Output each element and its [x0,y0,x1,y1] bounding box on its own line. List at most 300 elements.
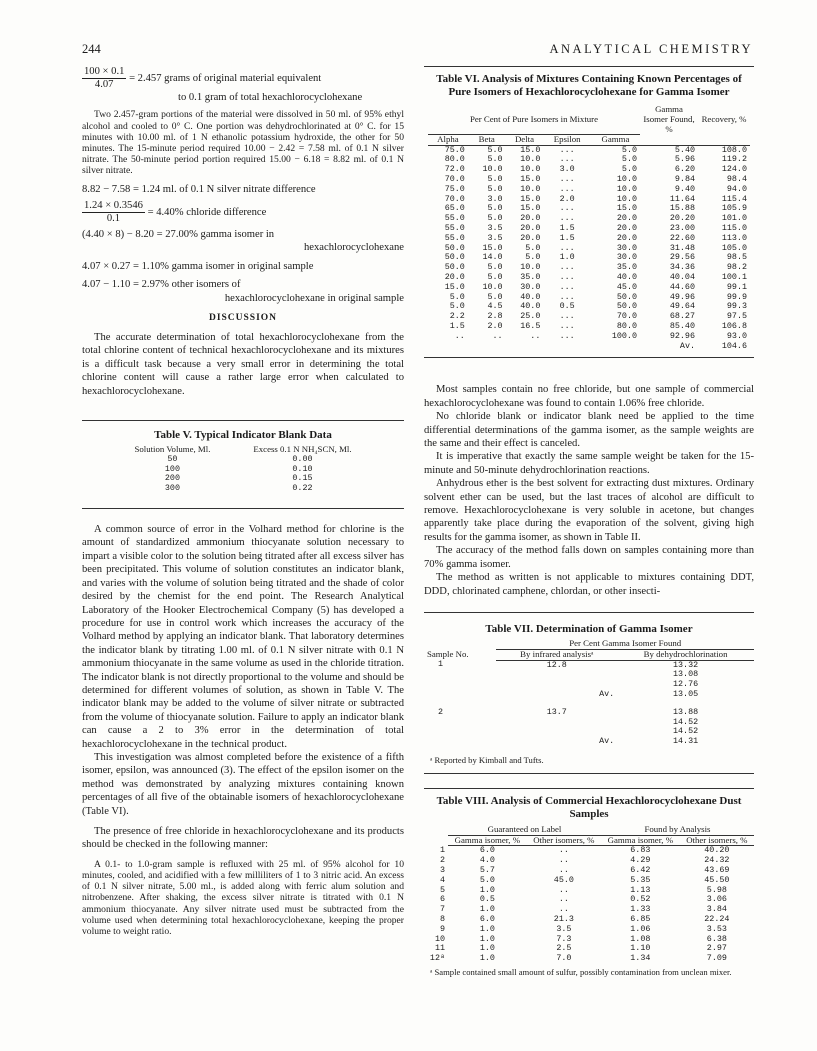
table-cell: 75.0 [444,144,465,155]
table-cell: 99.1 [726,281,747,292]
table-row [428,293,750,303]
table-vii-col-ir: By infrared analysisᵃ [496,649,617,660]
table-cell: 1.5 [449,321,465,332]
eq3-result: = 4.40% chloride difference [147,206,267,218]
table-row [428,175,750,185]
table-cell: 12.76 [673,679,699,690]
table-row [428,263,750,273]
table-cell: 2.2 [449,311,465,322]
table-row [424,895,754,905]
table-cell: 6.83 [630,845,651,856]
table-cell: 98.4 [726,174,747,185]
paragraph-procedure: Two 2.457-gram portions of the material were dissolved in 50 ml. of 95% ethyl alcohol and cooled to 0° C. One portion was dehydrochlorinated at 0° C. for 15 minutes with 10.00 ml. of 1 N ethanolic potassium hydroxide, the other for 50 minutes. The 15-minute period required 10.00 − 2.42 = 7.58 ml. of 0.1 N silver nitrate. The 50-minute period portion required 15.00 − 6.18 = 8.82 ml. of 0.1 N silver nitrate. [82,109,404,177]
table-cell: 9.40 [674,183,695,194]
table-cell: .. [558,904,569,915]
table-cell: 200 [164,473,180,484]
table-cell: 99.3 [726,301,747,312]
table-cell: 6.0 [479,845,495,856]
table-cell: ... [559,291,575,302]
table-cell: ... [559,272,575,283]
table-row [428,234,750,244]
table-cell: 1.0 [479,933,495,944]
equation-gamma: (4.40 × 8) − 8.20 = 27.00% gamma isomer in [82,229,275,241]
table-cell: 55.0 [444,223,465,234]
table-cell: 70.0 [444,193,465,204]
table-cell: 50.0 [444,242,465,253]
table-cell: 7.3 [556,933,572,944]
table-row [428,253,750,263]
table-cell: 5.0 [621,154,637,165]
table-cell: 100 [164,463,180,474]
table-cell: 10 [434,933,445,944]
table-cell: 22.24 [704,914,730,925]
table-rule [424,66,754,67]
table-cell: 40.0 [520,291,541,302]
table-cell: 10.0 [482,164,503,175]
table-cell: 5.0 [487,154,503,165]
table-cell: 15.0 [616,203,637,214]
table-cell: 65.0 [444,203,465,214]
table-cell: 50.0 [444,252,465,263]
table-cell: 6.20 [674,164,695,175]
table-row [428,195,750,205]
table-cell: 4.29 [630,855,651,866]
table-cell: Av. [599,736,615,747]
table-cell: 105.0 [721,242,747,253]
table-row [428,283,750,293]
table-cell: 10.0 [616,193,637,204]
table-cell: 8 [439,914,445,925]
equation-gamma-original: 4.07 × 0.27 = 1.10% gamma isomer in original sample [82,260,314,272]
table-cell: ... [559,203,575,214]
table-cell: 3.84 [706,904,727,915]
table-cell: 20.20 [669,213,695,224]
table-cell: 7.09 [706,953,727,964]
table-cell: ... [559,213,575,224]
table-row [428,214,750,224]
table-cell: 10.0 [616,174,637,185]
table-cell: 0.5 [559,301,575,312]
table-cell: 3.5 [487,232,503,243]
table-cell: 75.0 [444,183,465,194]
table-viii-group-label: Guaranteed on Label [448,825,601,835]
table-cell: 1.5 [559,223,575,234]
table-cell: 40.0 [520,301,541,312]
table-cell: .. [530,330,541,341]
table-cell: .. [558,865,569,876]
table-cell: 13.32 [673,659,699,670]
table-cell: 3 [439,865,445,876]
page-number: 244 [82,42,101,56]
table-row [428,244,750,254]
table-cell: ... [559,281,575,292]
table-row [424,876,754,886]
table-cell: 72.0 [444,164,465,175]
table-cell: ... [559,330,575,341]
table-cell: 5.0 [487,213,503,224]
table-cell: ... [559,311,575,322]
table-cell: ... [559,183,575,194]
table-cell: 15.88 [669,203,695,214]
eq1-continuation: to 0.1 gram of total hexachlorocyclohexane [178,92,363,103]
table-row [424,935,754,945]
table-viii [424,795,754,977]
table-cell: 20.0 [616,232,637,243]
table-cell: .. [454,330,465,341]
table-cell: 50.0 [616,291,637,302]
table-cell: 3.5 [556,923,572,934]
table-cell: 20.0 [520,223,541,234]
table-row [428,273,750,283]
table-cell: 101.0 [721,213,747,224]
table-vii-footnote: ᵃ Reported by Kimball and Tufts. [430,754,544,765]
table-cell: 35.0 [616,262,637,273]
paragraph-accuracy: The accuracy of the method falls down on samples containing more than 70% gamma isomer. [424,545,754,570]
table-cell: 7 [439,904,445,915]
table-cell: 5.35 [630,874,651,885]
table-cell: 0.22 [292,483,313,494]
paragraph-free-chloride: The presence of free chloride in hexachlorocyclohexane and its products should be checked in the following manner: [82,826,404,851]
table-rule [424,788,754,789]
table-cell: .. [558,894,569,905]
paragraph-discussion: The accurate determination of total hexachlorocyclohexane from the total chlorine content of technical hexachlorocyclohexane and its mixtures is a difficult task because a very small error in determining the total chlorine content will cause a rather large error when calculated to hexachlorocyclohexane. [82,332,404,397]
journal-title: ANALYTICAL CHEMISTRY [549,42,753,56]
table-viii-h-gamma: Gamma isomer, % [448,835,527,846]
table-cell: .. [558,855,569,866]
table-cell: 10.0 [520,183,541,194]
table-row [424,886,754,896]
table-cell: 106.8 [721,321,747,332]
table-cell: 20.0 [616,223,637,234]
table-cell: 5.7 [479,865,495,876]
table-cell: 6.0 [479,914,495,925]
table-cell: 5.0 [487,183,503,194]
equation-other-isomers-cont: hexachlorocyclohexane in original sample [224,292,404,304]
table-cell: 3.5 [487,223,503,234]
equation-gamma-cont: hexachlorocyclohexane [304,242,404,254]
table-cell: ... [559,242,575,253]
table-cell: 5.0 [525,242,541,253]
table-row [428,224,750,234]
table-cell: 100.1 [721,272,747,283]
table-row [428,204,750,214]
table-row [428,155,750,165]
table-cell: 45.0 [553,874,574,885]
table-cell: 3.06 [706,894,727,905]
table-cell: 5 [439,884,445,895]
left-column [82,66,404,937]
table-cell: 5.0 [525,252,541,263]
table-cell: 80.0 [444,154,465,165]
table-cell: 13.05 [673,688,699,699]
table-row [428,302,750,312]
table-cell: 99.9 [726,291,747,302]
table-v-col1: Solution Volume, Ml. [134,444,211,455]
table-cell: 70.0 [444,174,465,185]
table-cell: 49.64 [669,301,695,312]
table-cell: 1.13 [630,884,651,895]
table-cell: ... [559,262,575,273]
table-vi-col-header: Delta [514,133,534,144]
table-viii-group-analysis: Found by Analysis [601,825,754,835]
table-vi-recovery-header: Recovery, % [701,113,747,124]
table-cell: 29.56 [669,252,695,263]
table-cell: 119.2 [721,154,747,165]
table-cell: Av. [599,688,615,699]
table-cell: 5.0 [621,164,637,175]
table-cell: 50.0 [444,262,465,273]
table-cell: 5.0 [487,144,503,155]
table-cell: 5.0 [621,144,637,155]
table-viii-h-other-found: Other isomers, % [680,835,754,846]
table-cell: ... [559,154,575,165]
right-column [424,66,754,977]
table-cell: 94.0 [726,183,747,194]
table-vii-col-dh: By dehydrochlorination [617,649,754,660]
table-cell: 5.40 [674,144,695,155]
table-cell: 30.0 [616,242,637,253]
table-cell: 14.0 [482,252,503,263]
table-cell: 13.7 [546,706,567,717]
table-vii-title: Table VII. Determination of Gamma Isomer [485,622,693,635]
table-cell: 0.15 [292,473,313,484]
eq1-numerator: 100 × 0.1 [84,66,125,77]
table-cell: 108.0 [721,144,747,155]
table-row [424,915,754,925]
table-cell: 12ᵃ [429,953,445,964]
table-vi-group-header: Per Cent of Pure Isomers in Mixture [428,105,640,134]
table-cell: 0.00 [292,453,313,464]
table-cell: 40.0 [616,272,637,283]
equation-chloride [82,200,404,225]
table-cell: 300 [164,483,180,494]
table-cell: 14.52 [673,726,699,737]
table-cell: 16.5 [520,321,541,332]
table-cell: .. [492,330,503,341]
table-viii-h-other: Other isomers, % [527,835,601,846]
table-cell: 15.0 [444,281,465,292]
equation-sample-weight [82,66,404,104]
table-cell: 4 [439,874,445,885]
table-cell: 1.0 [479,923,495,934]
table-cell: 1.06 [630,923,651,934]
table-cell: 2.5 [556,943,572,954]
table-cell: 20.0 [444,272,465,283]
table-cell: 24.32 [704,855,730,866]
table-v-title: Table V. Typical Indicator Blank Data [154,429,332,442]
table-cell: 98.5 [726,252,747,263]
table-cell: 20.0 [520,232,541,243]
table-cell: 15.0 [520,203,541,214]
table-rule [82,508,404,509]
table-vi-title: Table VI. Analysis of Mixtures Containing Known Percentages of Pure Isomers of Hexachlorocyclohexane for Gamma Isomer [436,73,742,98]
table-cell: 10.0 [520,262,541,273]
table-vi-col-header: Alpha [437,133,459,144]
table-cell: 12.8 [546,659,567,670]
table-v-col2: Excess 0.1 N NH₄SCN, Ml. [253,444,352,455]
table-cell: 2.97 [706,943,727,954]
table-cell: 14.52 [673,716,699,727]
table-cell: 5.0 [449,301,465,312]
table-cell: 3.0 [487,193,503,204]
table-cell: 68.27 [669,311,695,322]
table-cell: 1.0 [559,252,575,263]
table-cell: 1.5 [559,232,575,243]
table-cell: 5.0 [487,291,503,302]
table-cell: 10.0 [520,154,541,165]
eq3-numerator: 1.24 × 0.3546 [84,200,143,212]
table-cell: 10.0 [616,183,637,194]
table-cell: 105.9 [721,203,747,214]
table-cell: 6.85 [630,914,651,925]
table-cell: 98.2 [726,262,747,273]
paragraph-indicator-blank: A common source of error in the Volhard method for chlorine is the amount of standardized ammonium thiocyanate solution necessary to impart a visible color to the solution being titrated after all excess silver has been precipitated. This volume of solution constitutes an indicator blank, and varies with the volume of solution being titrated and the shade of color desired by the chemist for the end point. The Research Analytical Laboratory of the Hooker Electrochemical Company (5) has developed a procedure for use in control work which increases the accuracy of the Volhard method by applying an indicator blank. That laboratory determines the indicator blank by titrating 1.00 ml. of 0.1 N silver nitrate with 0.1 N ammonium thiocyanate in the same volume as used in the chloride titration. The indicator blank is not directly proportional to the volume and should be determined for different volumes of solution, as shown in Table V. The indicator blank may be added to the volume of silver nitrate or subtracted from the volume of thiocyanate solution. Failure to apply an indicator blank can cause a 2 to 3% error in the determination of total hexachlorocyclohexane in the technical product. [82,524,404,750]
table-cell: 15.0 [482,242,503,253]
table-vi-col-header: Beta [478,133,495,144]
paragraph-applicability: The method as written is not applicable to mixtures containing DDT, DDD, chlorinated camphene, chlordan, or other insecti- [424,572,754,597]
table-cell: 30.0 [520,281,541,292]
table-cell: 20.0 [616,213,637,224]
table-cell: 25.0 [520,311,541,322]
table-cell: 1.0 [479,884,495,895]
table-viii-h-gamma-found: Gamma isomer, % [601,835,680,846]
table-cell: 2.0 [487,321,503,332]
table-cell: 3.53 [706,923,727,934]
table-vi-col-header: Epsilon [553,133,581,144]
table-cell: 30.0 [616,252,637,263]
table-rule [424,357,754,358]
table-cell: 50.0 [616,301,637,312]
equation-other-isomers: 4.07 − 1.10 = 2.97% other isomers of [82,279,241,291]
table-cell: 93.0 [726,330,747,341]
table-row [424,954,754,964]
table-cell: 10.0 [482,281,503,292]
table-cell: 49.96 [669,291,695,302]
table-cell: 55.0 [444,213,465,224]
paragraph-blank: No chloride blank or indicator blank need be applied to the time differential determinations of the gamma isomer, as the sample weights are the same and their effect is canceled. [424,411,754,450]
table-cell: 124.0 [721,164,747,175]
table-cell: 5.0 [449,291,465,302]
table-cell: 1.33 [630,904,651,915]
table-cell: 15.0 [520,174,541,185]
table-cell: 5.0 [487,203,503,214]
table-cell: 40.20 [704,845,730,856]
table-cell: 6.42 [630,865,651,876]
table-cell: 11 [434,943,445,954]
equation-difference: 8.82 − 7.58 = 1.24 ml. of 0.1 N silver nitrate difference [82,183,316,195]
table-vi [424,73,754,351]
table-cell: 44.60 [669,281,695,292]
table-cell: ... [559,321,575,332]
table-cell: 5.0 [479,874,495,885]
table-row [424,925,754,935]
table-cell: 5.96 [674,154,695,165]
table-cell: 7.0 [556,953,572,964]
table-viii-title: Table VIII. Analysis of Commercial Hexachlorocyclohexane Dust Samples [436,794,742,820]
table-cell: 11.64 [669,193,695,204]
eq1-result: = 2.457 grams of original material equivalent [129,72,322,84]
table-cell: 85.40 [669,321,695,332]
table-cell: 1.34 [630,953,651,964]
table-cell: 23.00 [669,223,695,234]
table-cell: 20.0 [520,213,541,224]
paragraph-solvent: Anhydrous ether is the best solvent for extracting dust mixtures. Ordinary solvent ether can be used, but the last traces of alcohol are difficult to remove. Hexachlorocyclohexane is very soluble in acetone, but changes apparently take place during the evaporation of the solvent, giving high results for the gamma isomer, as shown in Table II. [424,478,754,543]
paragraph-epsilon: This investigation was almost completed before the existence of a fifth isomer, epsilon, was announced (3). The effect of the epsilon isomer on the method was demonstrated by analyzing mixtures containing known percentages of all five of the obtainable isomers of hexachlorocyclohexane (Table VI). [82,751,404,817]
table-cell: 113.0 [721,232,747,243]
table-viii-grid [424,825,754,964]
table-cell: 31.48 [669,242,695,253]
table-cell: 0.5 [479,894,495,905]
table-cell: .. [558,884,569,895]
table-cell: 5.0 [487,262,503,273]
table-row [131,484,354,494]
table-cell: 1.0 [479,943,495,954]
table-cell: 0.52 [630,894,651,905]
table-cell: 100.0 [611,330,637,341]
table-vii-grid [424,639,754,747]
table-cell: ... [559,144,575,155]
paragraph-free-chloride-result: Most samples contain no free chloride, but one sample of commercial hexachlorocyclohexane was found to contain 1.06% free chloride. [424,384,754,409]
table-cell: 45.50 [704,874,730,885]
table-cell: 80.0 [616,321,637,332]
table-vi-col-header: Gamma [601,133,630,144]
table-cell: 34.36 [669,262,695,273]
table-row [428,165,750,175]
table-cell: 0.10 [292,463,313,474]
table-cell: 92.96 [669,330,695,341]
table-cell: 1.0 [479,953,495,964]
table-cell: 15.0 [520,193,541,204]
table-cell: 97.5 [726,311,747,322]
table-cell: 2.8 [487,311,503,322]
eq3-denominator: 0.1 [106,213,121,225]
table-vi-gamma-found-header: Gamma Isomer Found, % [643,104,695,134]
table-cell: 70.0 [616,311,637,322]
table-cell: 43.69 [704,865,730,876]
paragraph-free-chloride-procedure: A 0.1- to 1.0-gram sample is refluxed with 25 ml. of 95% alcohol for 10 minutes, cooled, and acidified with a few milliliters of 1 to 3 nitric acid. An excess of 0.1 N silver nitrate, 5.00 ml., is added along with ferric alum solution and nitrobenzene. After shaking, the excess silver nitrate is titrated with 0.1 N ammonium thiocyanate. Any silver nitrate used must be subtracted from the volume used when determining total hexachlorocyclohexane, keeping the proper volume to weight ratio. [82,858,404,938]
table-cell: 2 [438,706,444,717]
table-row [428,185,750,195]
table-cell: 1 [439,845,445,856]
table-row [428,332,750,342]
table-vii-col-sample: Sample No. [427,648,469,659]
table-cell: 6.38 [706,933,727,944]
table-cell: 1 [438,659,444,670]
table-cell: 2.0 [559,193,575,204]
table-vi-avg-label: Av. [679,340,695,351]
table-cell: 40.04 [669,272,695,283]
table-cell: 2 [439,855,445,866]
table-cell: 1.10 [630,943,651,954]
table-cell: 1.0 [479,904,495,915]
table-v-grid [131,445,354,494]
table-cell: 14.31 [673,736,699,747]
table-cell: 115.0 [721,223,747,234]
table-cell: 50 [167,453,178,464]
table-cell: 13.88 [673,706,699,717]
table-cell: 5.98 [706,884,727,895]
table-cell: 3.0 [559,164,575,175]
table-cell: ... [559,174,575,185]
table-cell: 115.4 [721,193,747,204]
table-cell: 9.84 [674,174,695,185]
table-cell: 55.0 [444,232,465,243]
table-v [82,429,404,494]
table-row [428,322,750,332]
table-cell: 4.5 [487,301,503,312]
table-rule [424,612,754,613]
table-cell: 35.0 [520,272,541,283]
